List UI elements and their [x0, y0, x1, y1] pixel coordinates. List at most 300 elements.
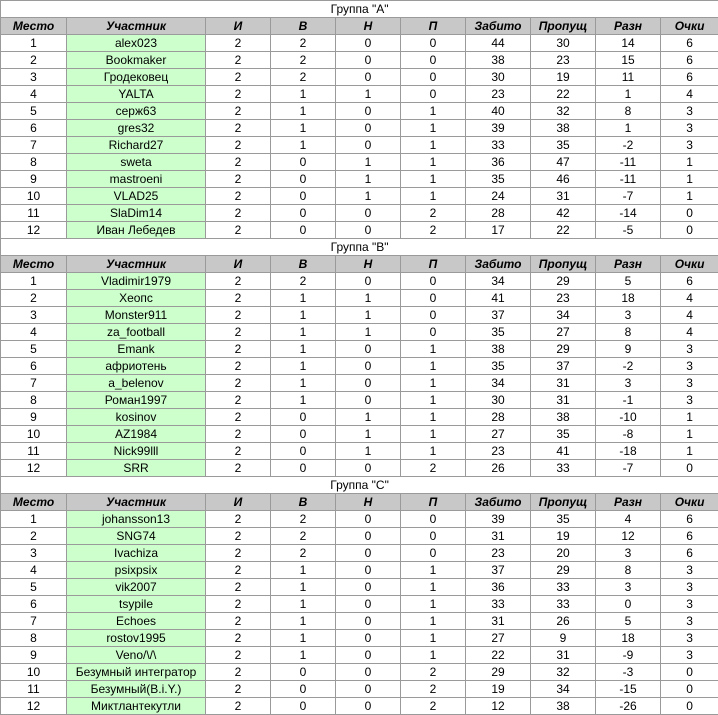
- cell-scored: 17: [466, 222, 531, 239]
- cell-scored: 28: [466, 409, 531, 426]
- cell-conceded: 37: [531, 358, 596, 375]
- cell-conceded: 35: [531, 426, 596, 443]
- cell-wins: 0: [271, 222, 336, 239]
- cell-participant: johansson13: [67, 511, 206, 528]
- column-header-conceded: Пропущ: [531, 256, 596, 273]
- cell-scored: 38: [466, 341, 531, 358]
- cell-diff: -14: [596, 205, 661, 222]
- cell-wins: 0: [271, 664, 336, 681]
- cell-diff: 15: [596, 52, 661, 69]
- cell-wins: 0: [271, 205, 336, 222]
- cell-conceded: 22: [531, 86, 596, 103]
- cell-conceded: 38: [531, 698, 596, 715]
- cell-diff: -7: [596, 460, 661, 477]
- cell-losses: 1: [401, 341, 466, 358]
- cell-wins: 1: [271, 562, 336, 579]
- cell-diff: 9: [596, 341, 661, 358]
- cell-wins: 2: [271, 545, 336, 562]
- cell-wins: 1: [271, 613, 336, 630]
- cell-points: 3: [661, 562, 718, 579]
- cell-diff: 8: [596, 324, 661, 341]
- cell-participant: gres32: [67, 120, 206, 137]
- cell-conceded: 35: [531, 137, 596, 154]
- cell-losses: 2: [401, 205, 466, 222]
- cell-points: 3: [661, 392, 718, 409]
- table-row: [1, 69, 718, 86]
- cell-losses: 0: [401, 324, 466, 341]
- cell-losses: 1: [401, 392, 466, 409]
- cell-points: 1: [661, 443, 718, 460]
- cell-scored: 36: [466, 579, 531, 596]
- column-header-scored: Забито: [466, 494, 531, 511]
- cell-played: 2: [206, 528, 271, 545]
- cell-points: 0: [661, 205, 718, 222]
- cell-scored: 31: [466, 613, 531, 630]
- cell-losses: 1: [401, 647, 466, 664]
- cell-participant: kosinov: [67, 409, 206, 426]
- cell-participant: vik2007: [67, 579, 206, 596]
- cell-participant: Безумный(B.i.Y.): [67, 681, 206, 698]
- column-header-points: Очки: [661, 494, 718, 511]
- cell-losses: 1: [401, 171, 466, 188]
- cell-participant: африотень: [67, 358, 206, 375]
- cell-diff: 3: [596, 375, 661, 392]
- cell-place: 10: [1, 188, 67, 205]
- cell-place: 7: [1, 375, 67, 392]
- cell-conceded: 35: [531, 511, 596, 528]
- cell-points: 1: [661, 426, 718, 443]
- cell-participant: a_belenov: [67, 375, 206, 392]
- group-title-row: [1, 1, 718, 18]
- cell-place: 10: [1, 664, 67, 681]
- cell-place: 1: [1, 511, 67, 528]
- cell-points: 6: [661, 511, 718, 528]
- cell-participant: sweta: [67, 154, 206, 171]
- cell-scored: 34: [466, 273, 531, 290]
- cell-points: 6: [661, 69, 718, 86]
- table-row: [1, 460, 718, 477]
- cell-losses: 0: [401, 86, 466, 103]
- cell-participant: SRR: [67, 460, 206, 477]
- column-header-place: Место: [1, 18, 67, 35]
- cell-participant: alex023: [67, 35, 206, 52]
- cell-wins: 1: [271, 579, 336, 596]
- column-header-draws: Н: [336, 256, 401, 273]
- table-row: [1, 375, 718, 392]
- cell-points: 3: [661, 358, 718, 375]
- cell-points: 6: [661, 545, 718, 562]
- cell-played: 2: [206, 460, 271, 477]
- cell-place: 11: [1, 681, 67, 698]
- cell-losses: 1: [401, 103, 466, 120]
- cell-played: 2: [206, 205, 271, 222]
- cell-draws: 0: [336, 103, 401, 120]
- cell-losses: 0: [401, 52, 466, 69]
- column-header-losses: П: [401, 18, 466, 35]
- cell-draws: 0: [336, 35, 401, 52]
- cell-diff: 4: [596, 511, 661, 528]
- cell-place: 2: [1, 528, 67, 545]
- cell-place: 7: [1, 137, 67, 154]
- cell-participant: psixpsix: [67, 562, 206, 579]
- cell-played: 2: [206, 545, 271, 562]
- cell-wins: 2: [271, 69, 336, 86]
- cell-place: 9: [1, 171, 67, 188]
- cell-place: 4: [1, 86, 67, 103]
- cell-points: 3: [661, 120, 718, 137]
- column-header-wins: В: [271, 18, 336, 35]
- cell-draws: 1: [336, 290, 401, 307]
- column-header-points: Очки: [661, 256, 718, 273]
- cell-points: 3: [661, 103, 718, 120]
- cell-place: 11: [1, 443, 67, 460]
- cell-points: 3: [661, 375, 718, 392]
- cell-wins: 1: [271, 375, 336, 392]
- cell-wins: 1: [271, 86, 336, 103]
- cell-participant: rostov1995: [67, 630, 206, 647]
- cell-scored: 24: [466, 188, 531, 205]
- cell-scored: 23: [466, 545, 531, 562]
- cell-losses: 2: [401, 664, 466, 681]
- table-row: [1, 698, 718, 715]
- cell-played: 2: [206, 137, 271, 154]
- cell-diff: -8: [596, 426, 661, 443]
- column-header-diff: Разн: [596, 494, 661, 511]
- cell-scored: 44: [466, 35, 531, 52]
- cell-participant: Иван Лебедев: [67, 222, 206, 239]
- cell-conceded: 33: [531, 596, 596, 613]
- cell-losses: 0: [401, 35, 466, 52]
- column-header-wins: В: [271, 256, 336, 273]
- cell-played: 2: [206, 664, 271, 681]
- cell-wins: 0: [271, 460, 336, 477]
- cell-played: 2: [206, 579, 271, 596]
- cell-played: 2: [206, 52, 271, 69]
- cell-played: 2: [206, 596, 271, 613]
- cell-diff: 5: [596, 613, 661, 630]
- cell-points: 3: [661, 647, 718, 664]
- cell-losses: 2: [401, 222, 466, 239]
- column-header-losses: П: [401, 256, 466, 273]
- cell-scored: 35: [466, 171, 531, 188]
- cell-wins: 2: [271, 35, 336, 52]
- table-row: [1, 647, 718, 664]
- cell-scored: 39: [466, 511, 531, 528]
- cell-place: 5: [1, 579, 67, 596]
- cell-diff: 11: [596, 69, 661, 86]
- cell-diff: 1: [596, 120, 661, 137]
- column-header-place: Место: [1, 256, 67, 273]
- column-header-participant: Участник: [67, 494, 206, 511]
- cell-played: 2: [206, 69, 271, 86]
- cell-participant: Роман1997: [67, 392, 206, 409]
- cell-played: 2: [206, 613, 271, 630]
- cell-draws: 1: [336, 86, 401, 103]
- cell-conceded: 26: [531, 613, 596, 630]
- cell-place: 2: [1, 290, 67, 307]
- cell-diff: -5: [596, 222, 661, 239]
- cell-draws: 1: [336, 324, 401, 341]
- column-header-participant: Участник: [67, 18, 206, 35]
- cell-played: 2: [206, 273, 271, 290]
- cell-wins: 1: [271, 630, 336, 647]
- group-title: Группа "А": [1, 1, 718, 18]
- table-row: [1, 392, 718, 409]
- cell-scored: 34: [466, 375, 531, 392]
- cell-wins: 2: [271, 511, 336, 528]
- cell-conceded: 31: [531, 375, 596, 392]
- cell-losses: 0: [401, 545, 466, 562]
- cell-points: 0: [661, 698, 718, 715]
- cell-diff: -18: [596, 443, 661, 460]
- table-row: [1, 188, 718, 205]
- column-header-diff: Разн: [596, 256, 661, 273]
- cell-conceded: 20: [531, 545, 596, 562]
- column-header-wins: В: [271, 494, 336, 511]
- cell-played: 2: [206, 222, 271, 239]
- cell-wins: 1: [271, 103, 336, 120]
- cell-conceded: 31: [531, 188, 596, 205]
- cell-losses: 0: [401, 69, 466, 86]
- cell-diff: 8: [596, 562, 661, 579]
- cell-scored: 36: [466, 154, 531, 171]
- cell-draws: 0: [336, 681, 401, 698]
- column-header-losses: П: [401, 494, 466, 511]
- column-header-conceded: Пропущ: [531, 494, 596, 511]
- cell-losses: 0: [401, 290, 466, 307]
- cell-scored: 23: [466, 86, 531, 103]
- cell-points: 4: [661, 307, 718, 324]
- cell-diff: -1: [596, 392, 661, 409]
- cell-scored: 39: [466, 120, 531, 137]
- cell-wins: 2: [271, 52, 336, 69]
- column-header-participant: Участник: [67, 256, 206, 273]
- cell-participant: Echoes: [67, 613, 206, 630]
- cell-participant: SlaDim14: [67, 205, 206, 222]
- cell-place: 8: [1, 154, 67, 171]
- cell-participant: Миктлантекутли: [67, 698, 206, 715]
- cell-losses: 1: [401, 358, 466, 375]
- group-title: Группа "В": [1, 239, 718, 256]
- table-row: [1, 103, 718, 120]
- cell-draws: 0: [336, 511, 401, 528]
- column-header-played: И: [206, 494, 271, 511]
- cell-losses: 1: [401, 188, 466, 205]
- cell-points: 0: [661, 681, 718, 698]
- cell-draws: 0: [336, 460, 401, 477]
- cell-points: 4: [661, 290, 718, 307]
- cell-points: 3: [661, 613, 718, 630]
- cell-scored: 19: [466, 681, 531, 698]
- cell-draws: 1: [336, 443, 401, 460]
- table-row: [1, 630, 718, 647]
- cell-draws: 0: [336, 137, 401, 154]
- table-row: [1, 324, 718, 341]
- table-row: [1, 52, 718, 69]
- cell-played: 2: [206, 35, 271, 52]
- cell-points: 4: [661, 324, 718, 341]
- cell-conceded: 23: [531, 52, 596, 69]
- cell-place: 5: [1, 341, 67, 358]
- cell-wins: 0: [271, 409, 336, 426]
- cell-points: 3: [661, 579, 718, 596]
- cell-conceded: 34: [531, 307, 596, 324]
- cell-diff: -11: [596, 154, 661, 171]
- cell-wins: 2: [271, 273, 336, 290]
- cell-scored: 33: [466, 137, 531, 154]
- cell-scored: 26: [466, 460, 531, 477]
- cell-played: 2: [206, 426, 271, 443]
- cell-points: 3: [661, 137, 718, 154]
- cell-diff: -11: [596, 171, 661, 188]
- cell-scored: 41: [466, 290, 531, 307]
- table-row: [1, 545, 718, 562]
- cell-losses: 1: [401, 375, 466, 392]
- cell-participant: mastroeni: [67, 171, 206, 188]
- cell-participant: Bookmaker: [67, 52, 206, 69]
- group-title-row: [1, 477, 718, 494]
- cell-scored: 31: [466, 528, 531, 545]
- cell-place: 12: [1, 222, 67, 239]
- cell-points: 1: [661, 171, 718, 188]
- cell-participant: Emank: [67, 341, 206, 358]
- cell-losses: 1: [401, 409, 466, 426]
- cell-conceded: 32: [531, 103, 596, 120]
- cell-losses: 1: [401, 137, 466, 154]
- cell-participant: Richard27: [67, 137, 206, 154]
- cell-points: 6: [661, 528, 718, 545]
- cell-draws: 0: [336, 205, 401, 222]
- cell-wins: 1: [271, 307, 336, 324]
- cell-diff: 3: [596, 545, 661, 562]
- cell-played: 2: [206, 511, 271, 528]
- table-row: [1, 137, 718, 154]
- cell-draws: 1: [336, 188, 401, 205]
- cell-place: 8: [1, 392, 67, 409]
- cell-diff: 3: [596, 307, 661, 324]
- cell-diff: 0: [596, 596, 661, 613]
- cell-wins: 1: [271, 120, 336, 137]
- table-row: [1, 358, 718, 375]
- cell-losses: 0: [401, 511, 466, 528]
- cell-conceded: 27: [531, 324, 596, 341]
- cell-wins: 0: [271, 426, 336, 443]
- cell-participant: VLAD25: [67, 188, 206, 205]
- column-header-conceded: Пропущ: [531, 18, 596, 35]
- cell-participant: Vladimir1979: [67, 273, 206, 290]
- cell-points: 0: [661, 664, 718, 681]
- cell-wins: 1: [271, 392, 336, 409]
- cell-place: 4: [1, 324, 67, 341]
- table-row: [1, 273, 718, 290]
- cell-participant: Veno/\/\: [67, 647, 206, 664]
- cell-scored: 28: [466, 205, 531, 222]
- column-header-diff: Разн: [596, 18, 661, 35]
- cell-losses: 1: [401, 579, 466, 596]
- cell-place: 2: [1, 52, 67, 69]
- cell-conceded: 33: [531, 579, 596, 596]
- cell-draws: 0: [336, 273, 401, 290]
- column-header-row: [1, 18, 718, 35]
- cell-draws: 1: [336, 171, 401, 188]
- cell-conceded: 38: [531, 120, 596, 137]
- cell-played: 2: [206, 375, 271, 392]
- cell-participant: tsypile: [67, 596, 206, 613]
- cell-scored: 27: [466, 630, 531, 647]
- cell-place: 6: [1, 358, 67, 375]
- cell-losses: 0: [401, 307, 466, 324]
- table-row: [1, 341, 718, 358]
- cell-wins: 0: [271, 698, 336, 715]
- cell-diff: 3: [596, 579, 661, 596]
- cell-conceded: 30: [531, 35, 596, 52]
- cell-wins: 0: [271, 443, 336, 460]
- cell-diff: 12: [596, 528, 661, 545]
- table-row: [1, 205, 718, 222]
- cell-scored: 30: [466, 69, 531, 86]
- cell-diff: 5: [596, 273, 661, 290]
- cell-points: 6: [661, 35, 718, 52]
- cell-losses: 1: [401, 120, 466, 137]
- cell-conceded: 33: [531, 460, 596, 477]
- column-header-played: И: [206, 18, 271, 35]
- cell-draws: 0: [336, 528, 401, 545]
- cell-draws: 0: [336, 375, 401, 392]
- cell-participant: YALTA: [67, 86, 206, 103]
- cell-played: 2: [206, 188, 271, 205]
- cell-diff: 8: [596, 103, 661, 120]
- cell-played: 2: [206, 154, 271, 171]
- cell-diff: 18: [596, 290, 661, 307]
- cell-losses: 1: [401, 596, 466, 613]
- table-row: [1, 443, 718, 460]
- table-row: [1, 562, 718, 579]
- cell-participant: серж63: [67, 103, 206, 120]
- cell-losses: 2: [401, 460, 466, 477]
- cell-points: 3: [661, 630, 718, 647]
- cell-points: 1: [661, 409, 718, 426]
- cell-points: 1: [661, 154, 718, 171]
- cell-points: 0: [661, 222, 718, 239]
- column-header-points: Очки: [661, 18, 718, 35]
- cell-place: 1: [1, 35, 67, 52]
- cell-played: 2: [206, 681, 271, 698]
- cell-wins: 1: [271, 647, 336, 664]
- cell-participant: Monster911: [67, 307, 206, 324]
- cell-diff: -10: [596, 409, 661, 426]
- cell-points: 0: [661, 460, 718, 477]
- cell-scored: 33: [466, 596, 531, 613]
- cell-scored: 35: [466, 358, 531, 375]
- cell-draws: 0: [336, 698, 401, 715]
- cell-played: 2: [206, 392, 271, 409]
- column-header-scored: Забито: [466, 256, 531, 273]
- cell-place: 3: [1, 69, 67, 86]
- table-row: [1, 596, 718, 613]
- cell-draws: 1: [336, 154, 401, 171]
- cell-wins: 2: [271, 528, 336, 545]
- cell-draws: 1: [336, 409, 401, 426]
- cell-diff: -2: [596, 137, 661, 154]
- cell-played: 2: [206, 120, 271, 137]
- cell-points: 1: [661, 188, 718, 205]
- table-row: [1, 528, 718, 545]
- column-header-draws: Н: [336, 18, 401, 35]
- cell-losses: 2: [401, 698, 466, 715]
- cell-played: 2: [206, 86, 271, 103]
- cell-conceded: 46: [531, 171, 596, 188]
- group-title-row: [1, 239, 718, 256]
